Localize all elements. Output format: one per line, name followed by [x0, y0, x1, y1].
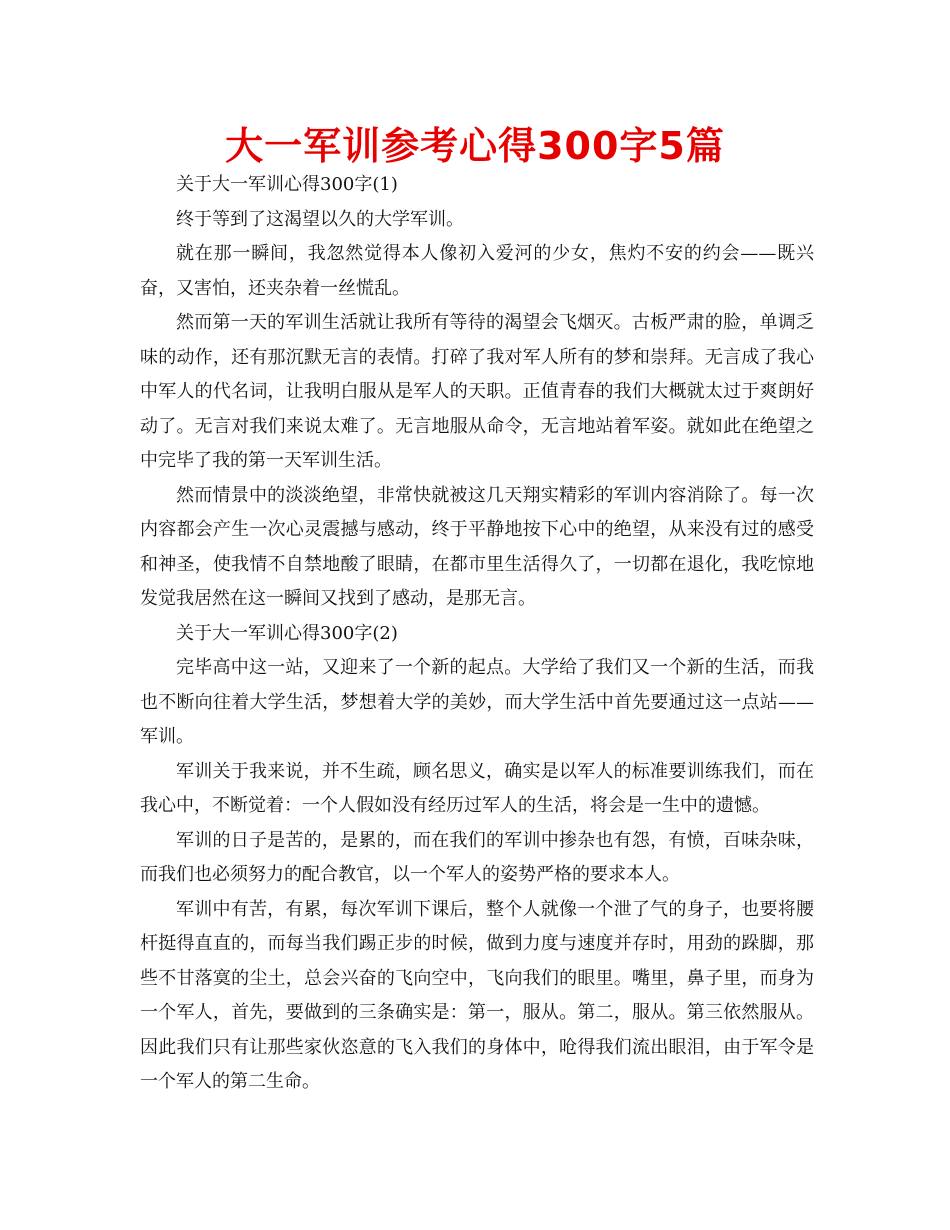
paragraph: 然而第一天的军训生活就让我所有等待的渴望会飞烟灭。古板严肃的脸，单调乏味的动作，还有那沉默无言的表情。打碎了我对军人所有的梦和崇拜。无言成了我心中军人的代名词，让我明白服从是军人的天职。正值青春的我们大概就太过于爽朗好动了。无言对我们来说太难了。无言地服从命令，无言地站着军姿。就如此在绝望之中完毕了我的第一天军训生活。 — [140, 312, 814, 471]
paragraph-heading-2: 关于大一军训心得300字(2) — [176, 622, 398, 644]
paragraph: 就在那一瞬间，我忽然觉得本人像初入爱河的少女，焦灼不安的约会——既兴奋，又害怕，还夹杂着一丝慌乱。 — [140, 243, 814, 299]
paragraph: 军训的日子是苦的，是累的，而在我们的军训中掺杂也有怨，有愤，百味杂味，而我们也必须努力的配合教官，以一个军人的姿势严格的要求本人。 — [140, 829, 814, 885]
paragraph: 军训关于我来说，并不生疏，顾名思义，确实是以军人的标准要训练我们，而在我心中，不断觉着：一个人假如没有经历过军人的生活，将会是一生中的遗憾。 — [140, 760, 814, 816]
paragraph: 终于等到了这渴望以久的大学军训。 — [176, 208, 464, 230]
document-body — [140, 168, 814, 1100]
paragraph: 完毕高中这一站，又迎来了一个新的起点。大学给了我们又一个新的生活，而我也不断向往着大学生活，梦想着大学的美妙，而大学生活中首先要通过这一点站——军训。 — [140, 657, 814, 747]
paragraph: 军训中有苦，有累，每次军训下课后，整个人就像一个泄了气的身子，也要将腰杆挺得直直的，而每当我们踢正步的时候，做到力度与速度并存时，用劲的跺脚，那些不甘落寞的尘土，总会兴奋的飞向空中，飞向我们的眼里。嘴里，鼻子里，而身为一个军人，首先，要做到的三条确实是：第一，服从。第二，服从。第三依然服从。因此我们只有让那些家伙恣意的飞入我们的身体中，呛得我们流出眼泪，由于军令是一个军人的第二生命。 — [140, 898, 814, 1092]
paragraph: 然而情景中的淡淡绝望，非常快就被这几天翔实精彩的军训内容消除了。每一次内容都会产生一次心灵震撼与感动，终于平静地按下心中的绝望，从来没有过的感受和神圣，使我情不自禁地酸了眼睛，在都市里生活得久了，一切都在退化，我吃惊地发觉我居然在这一瞬间又找到了感动，是那无言。 — [140, 484, 814, 609]
paragraph-heading-1: 关于大一军训心得300字(1) — [176, 174, 398, 195]
document-title: 大一军训参考心得300字5篇 — [225, 124, 725, 168]
